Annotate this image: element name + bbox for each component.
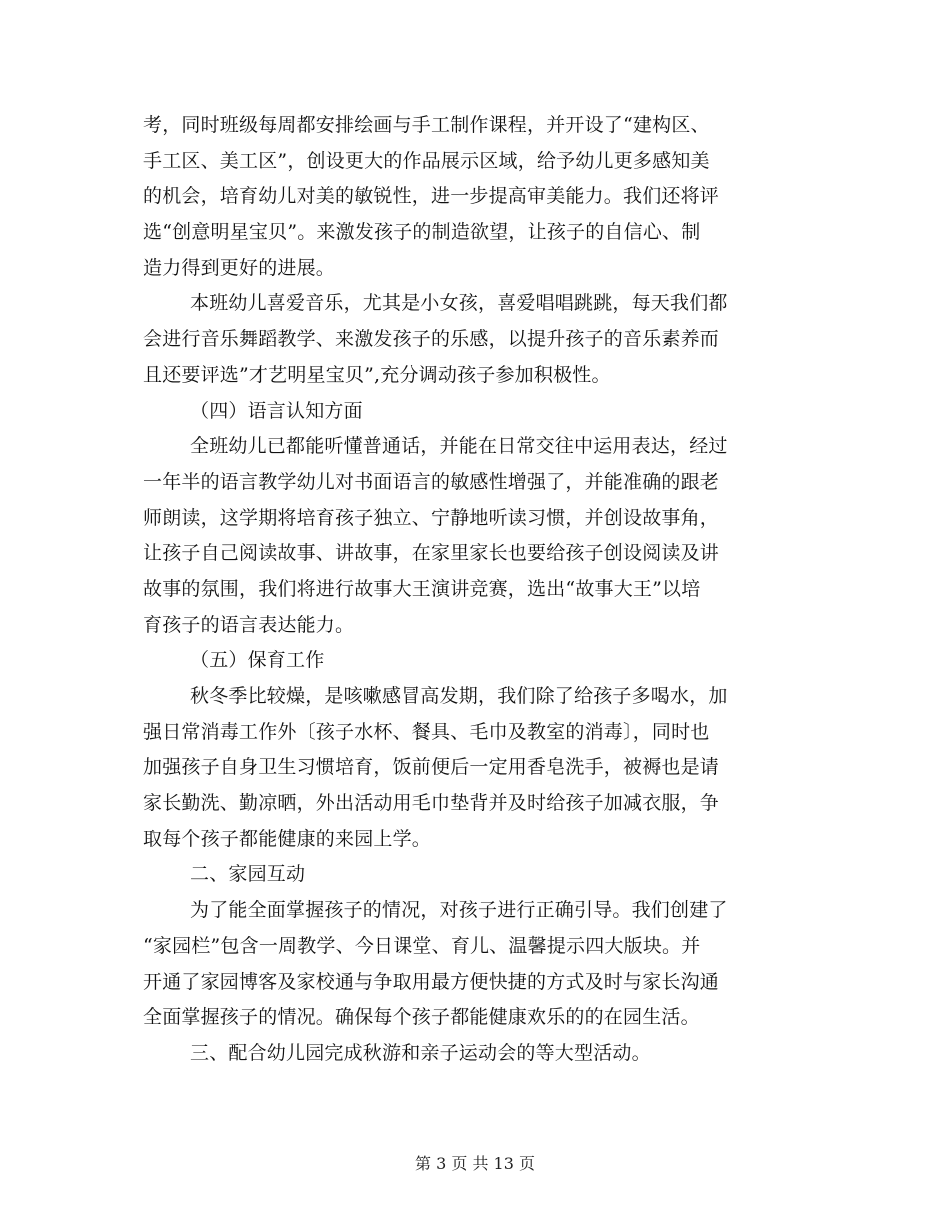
text-line: 全班幼儿已都能听懂普通话，并能在日常交往中运用表达，经过	[190, 435, 728, 458]
text-line: 三、配合幼儿园完成秋游和亲子运动会的等大型活动。	[190, 1041, 651, 1064]
text-line: 考，同时班级每周都安排绘画与手工制作课程，并开设了“建构区、	[143, 114, 710, 136]
text-line: 取每个孩子都能健康的来园上学。	[143, 827, 432, 850]
text-line: 的机会，培育幼儿对美的敏锐性，进一步提高审美能力。我们还将评	[143, 185, 720, 208]
text-line: 手工区、美工区”，创设更大的作品展示区域，给予幼儿更多感知美	[143, 149, 710, 172]
text-line: 育孩子的语言表达能力。	[143, 613, 355, 636]
text-line: 造力得到更好的进展。	[143, 256, 336, 279]
text-line: 会进行音乐舞蹈教学、来激发孩子的乐感，以提升孩子的音乐素养而	[143, 328, 720, 351]
text-line: 秋冬季比较燥，是咳嗽感冒高发期，我们除了给孩子多喝水，加	[190, 685, 728, 707]
document-body	[143, 108, 808, 1072]
text-line: 强日常消毒工作外〔孩子水杯、餐具、毛巾及教室的消毒〕，同时也	[143, 720, 710, 743]
text-line: （四）语言认知方面	[190, 399, 363, 422]
text-line: （五）保育工作	[190, 649, 325, 672]
text-line: 让孩子自己阅读故事、讲故事，在家里家长也要给孩子创设阅读及讲	[143, 542, 720, 565]
text-line: 选“创意明星宝贝”。来激发孩子的制造欲望，让孩子的自信心、制	[143, 221, 701, 244]
text-line: 全面掌握孩子的情况。确保每个孩子都能健康欢乐的的在园生活。	[143, 1006, 700, 1029]
text-line: 二、家园互动	[190, 863, 306, 886]
text-line: 故事的氛围，我们将进行故事大王演讲竞赛，选出“故事大王”以培	[143, 577, 701, 600]
text-line: 一年半的语言教学幼儿对书面语言的敏感性增强了，并能准确的跟老	[143, 470, 720, 493]
text-line: 且还要评选”才艺明星宝贝”,充分调动孩子参加积极性。	[143, 363, 611, 386]
text-line: 为了能全面掌握孩子的情况，对孩子进行正确引导。我们创建了	[190, 899, 728, 922]
text-line: 家长勤洗、勤凉晒，外出活动用毛巾垫背并及时给孩子加减衣服，争	[143, 792, 720, 815]
text-line: 本班幼儿喜爱音乐，尤其是小女孩，喜爱唱唱跳跳，每天我们都	[190, 292, 728, 315]
text-line: 师朗读，这学期将培育孩子独立、宁静地听读习惯，并创设故事角，	[143, 506, 720, 529]
text-line: 开通了家园博客及家校通与争取用最方便快捷的方式及时与家长沟通	[143, 970, 720, 993]
text-line: 加强孩子自身卫生习惯培育，饭前便后一定用香皂洗手，被褥也是请	[143, 756, 720, 779]
page-number-footer: 第 3 页 共 13 页	[415, 1154, 535, 1173]
text-line: “家园栏”包含一周教学、今日课堂、育儿、温馨提示四大版块。并	[143, 934, 701, 957]
